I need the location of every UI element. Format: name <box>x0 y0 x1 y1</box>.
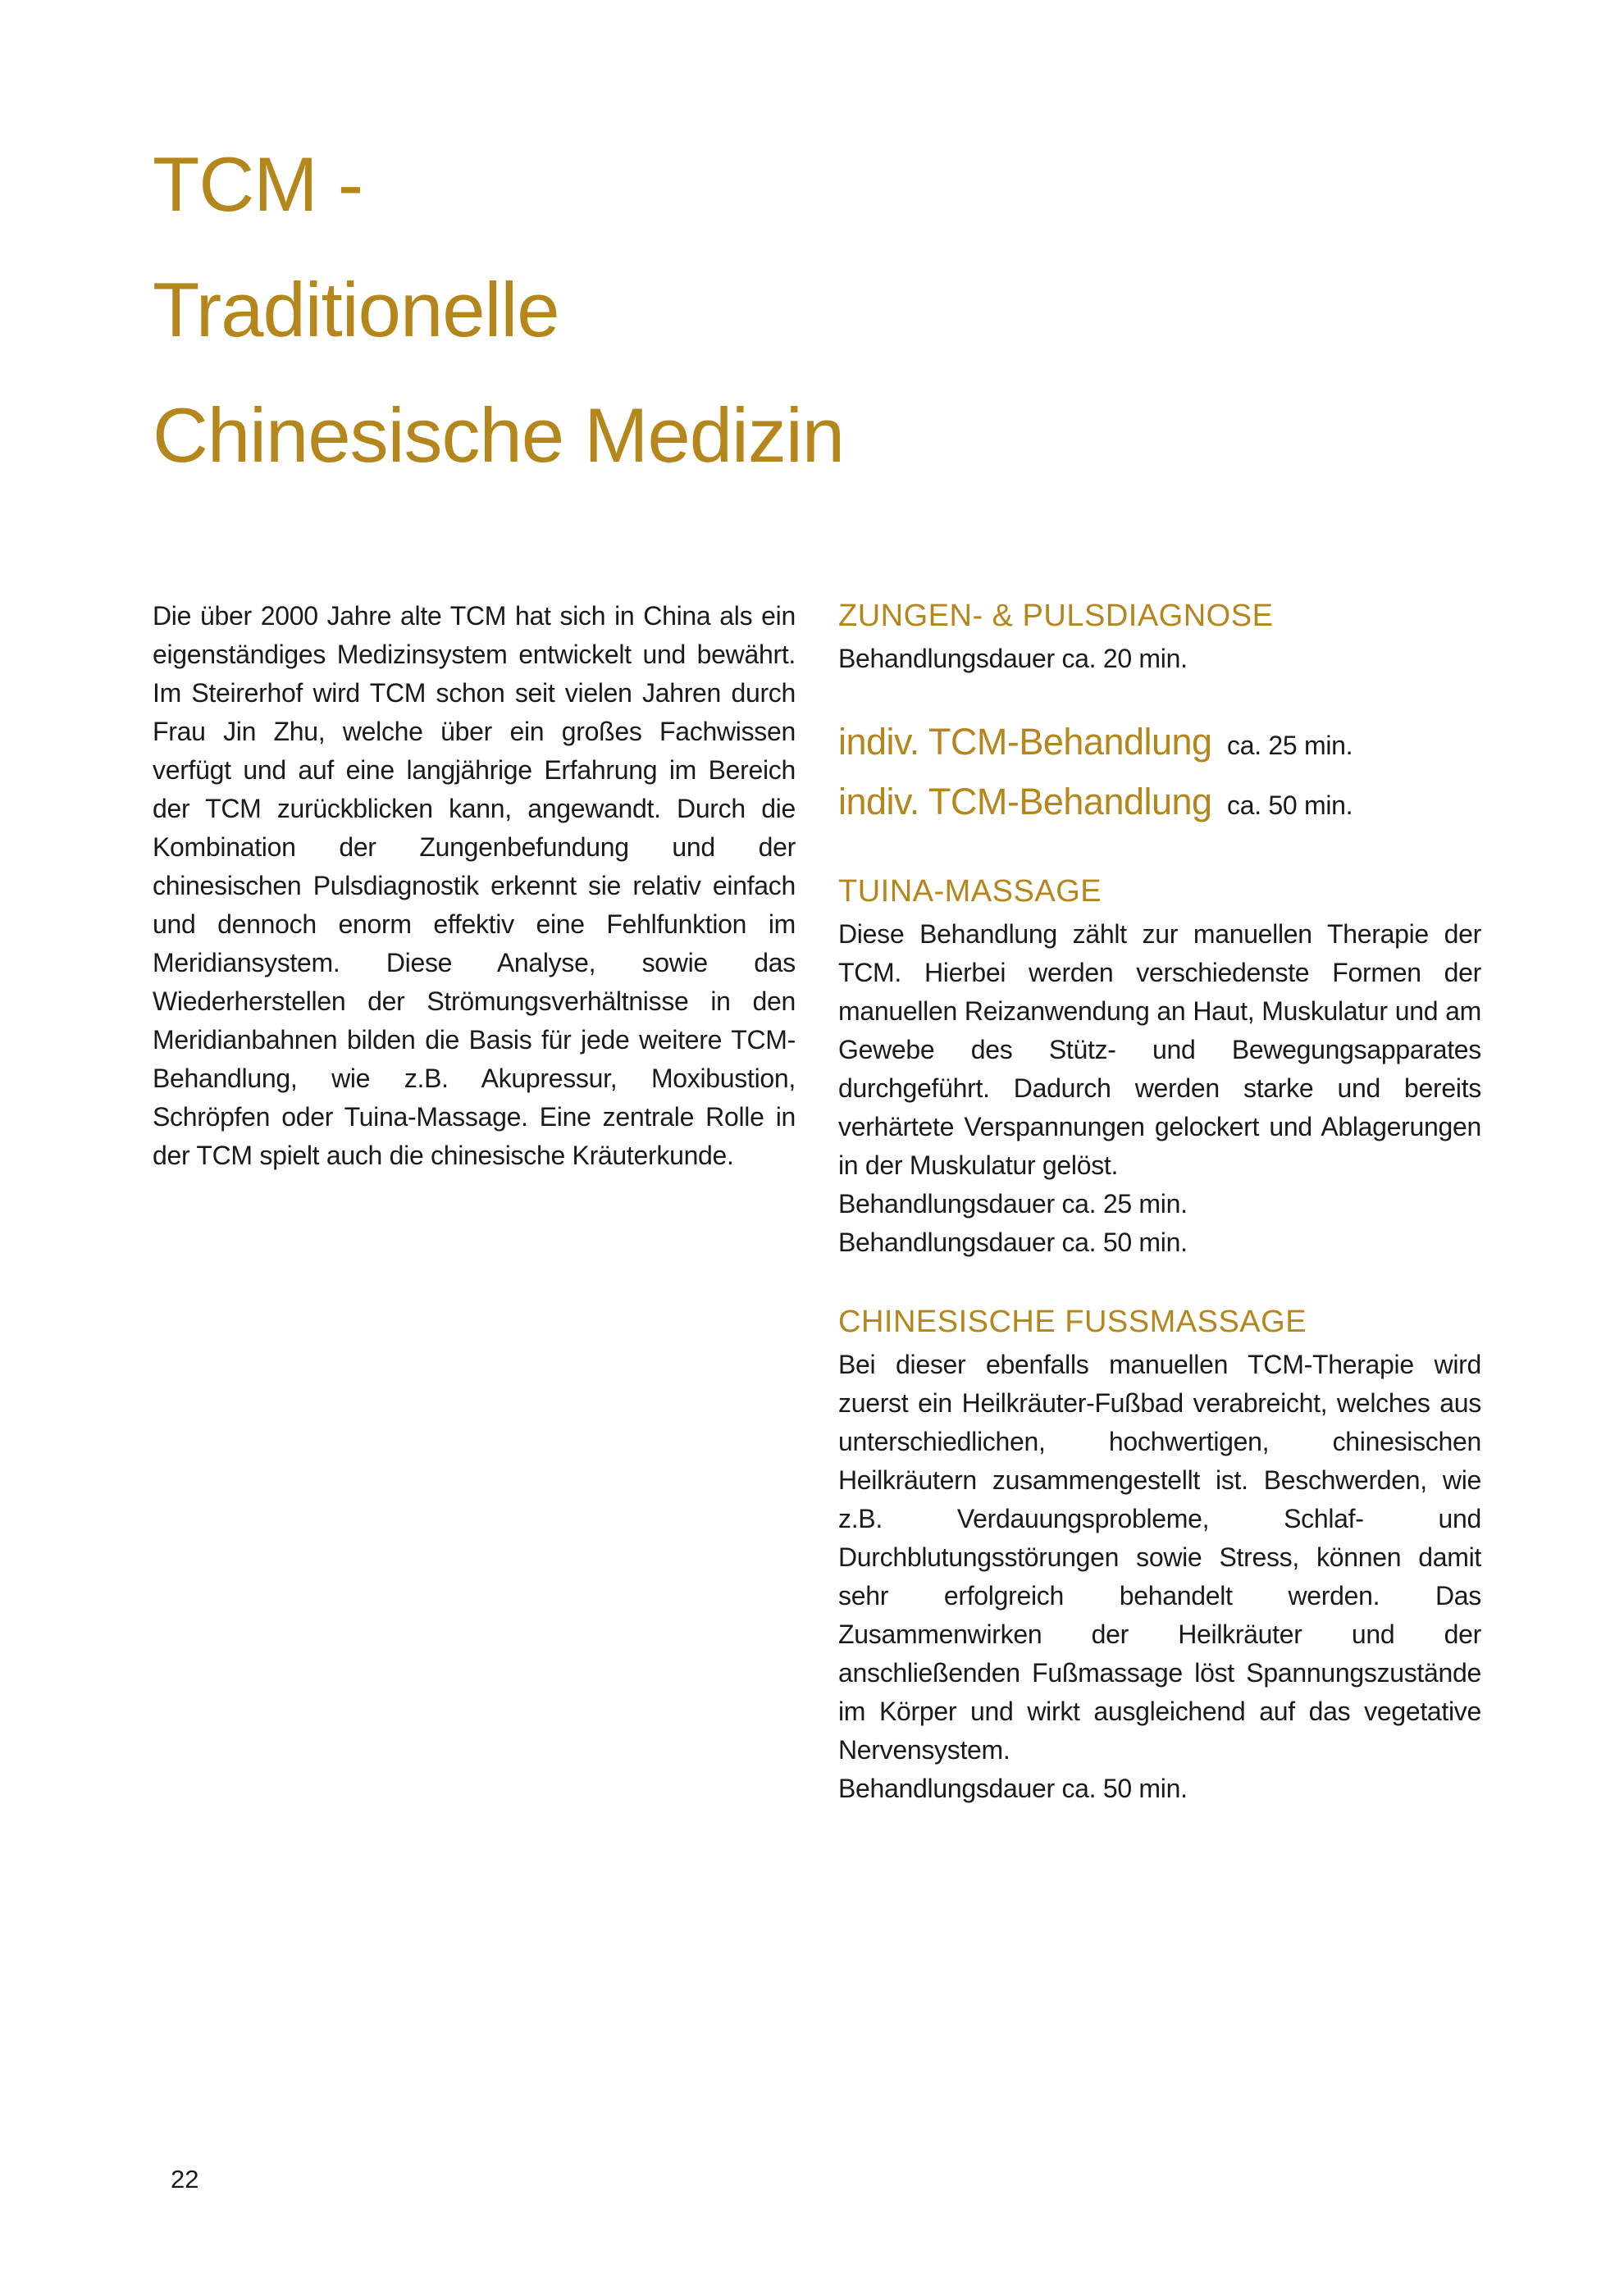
zungen-duration-text: Behandlungsdauer ca. 20 min. <box>838 644 1188 673</box>
fussmassage-duration-text: Behandlungsdauer ca. 50 min. <box>838 1774 1188 1803</box>
fussmassage-body-paragraph: Bei dieser ebenfalls manuellen TCM-Therapie wird zuerst ein Heilkräuter-Fußbad verabreicht, welches aus unterschiedlichen, hochwertigen, chinesischen Heilkräutern zusammengestellt ist. Beschwerden, wie z.B. Verdauungsprobleme, Schlaf- und Durchblutungsstörungen sowie Stress, können damit sehr erfolgreich behandelt werden. Das Zusammenwirken der Heilkräuter und der anschließenden Fußmassage löst Spannungszustände im Körper und wirkt ausgleichend auf das vegetative Nervensystem. <box>838 1350 1481 1765</box>
section-heading-fussmassage: CHINESISCHE FUSSMASSAGE <box>838 1305 1307 1339</box>
section-tuina-massage <box>838 872 1481 1262</box>
treatment-line-1 <box>838 717 1481 777</box>
treatment-name-1: indiv. TCM-Behandlung <box>838 721 1212 763</box>
section-zungen-pulsdiagnose <box>838 597 1481 678</box>
treatment-name-2: indiv. TCM-Behandlung <box>838 781 1212 822</box>
page-number: 22 <box>171 2165 199 2194</box>
section-chinesische-fussmassage <box>838 1303 1481 1808</box>
tuina-duration-text-2: Behandlungsdauer ca. 50 min. <box>838 1228 1188 1257</box>
section-heading-zungen-pulsdiagnose: ZUNGEN- & PULSDIAGNOSE <box>838 599 1274 633</box>
intro-paragraph: Die über 2000 Jahre alte TCM hat sich in China als ein eigenständiges Medizinsystem entwickelt und bewährt. Im Steirerhof wird TCM schon seit vielen Jahren durch Frau Jin Zhu, welche über ein großes Fachwissen verfügt und auf eine langjährige Erfahrung im Bereich der TCM zurückblicken kann, angewandt. Durch die Kombination der Zungenbefundung und der chinesischen Pulsdiagnostik erkennt sie relativ einfach und dennoch enorm effektiv eine Fehlfunktion im Meridiansystem. Diese Analyse, sowie das Wiederherstellen der Strömungsverhältnisse in den Meridianbahnen bilden die Basis für jede weitere TCM-Behandlung, wie z.B. Akupressur, Moxibustion, Schröpfen oder Tuina-Massage. Eine zentrale Rolle in der TCM spielt auch die chinesische Kräuterkunde. <box>153 601 796 1170</box>
page-title <box>153 121 844 498</box>
page-title-line-3: Chinesische Medizin <box>153 392 845 478</box>
treatment-duration-2: ca. 50 min. <box>1227 790 1353 820</box>
intro-column <box>153 597 796 1808</box>
treatments-column <box>838 597 1481 1808</box>
section-heading-tuina-massage: TUINA-MASSAGE <box>838 874 1102 909</box>
page-title-line-2: Traditionelle <box>153 266 559 353</box>
indiv-treatment-list <box>838 717 1481 836</box>
treatment-duration-1: ca. 25 min. <box>1227 731 1353 760</box>
tuina-duration-text-1: Behandlungsdauer ca. 25 min. <box>838 1189 1188 1219</box>
tuina-body-paragraph: Diese Behandlung zählt zur manuellen Therapie der TCM. Hierbei werden verschiedenste Formen der manuellen Reizanwendung an Haut, Muskulatur und am Gewebe des Stütz- und Bewegungsapparates durchgeführt. Dadurch werden starke und bereits verhärtete Verspannungen gelockert und Ablagerungen in der Muskulatur gelöst. <box>838 919 1481 1180</box>
two-column-layout <box>153 597 1481 1808</box>
treatment-line-2 <box>838 777 1481 836</box>
page-title-line-1: TCM - <box>153 141 363 227</box>
